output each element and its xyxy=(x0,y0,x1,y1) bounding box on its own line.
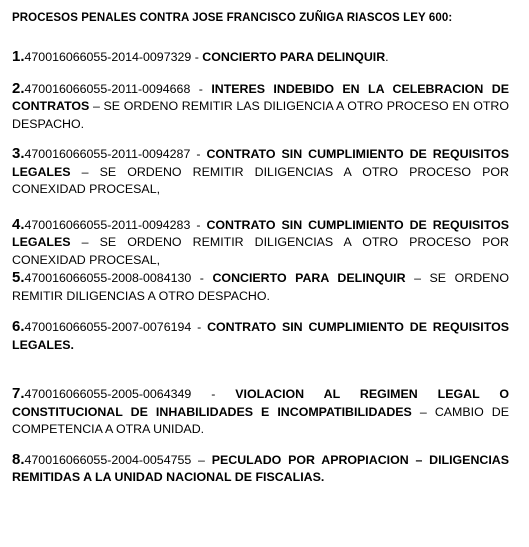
document-page xyxy=(12,10,509,487)
process-number: 1. xyxy=(12,48,25,65)
process-item xyxy=(12,269,509,305)
process-list xyxy=(12,48,509,487)
process-crime: INTERES INDEBIDO EN LA CELEBRACION DE CONTRATOS xyxy=(12,81,510,113)
process-note: – CAMBIO DE COMPETENCIA A OTRA UNIDAD. xyxy=(12,404,509,436)
process-crime: VIOLACION AL REGIMEN LEGAL O CONSTITUCIONAL DE INHABILIDADES E INCOMPATIBILIDADES xyxy=(12,387,509,419)
process-code: 470016066055-2007-0076194 xyxy=(24,320,192,334)
process-note: – SE ORDENO REMITIR DILIGENCIAS A OTRO PROCESO POR CONEXIDAD PROCESAL, xyxy=(12,235,509,267)
process-item xyxy=(12,80,509,134)
process-separator: - xyxy=(190,147,207,161)
process-number: 5. xyxy=(12,269,25,286)
process-code: 470016066055-2004-0054755 xyxy=(24,452,192,467)
process-item xyxy=(12,385,509,439)
process-separator: - xyxy=(190,81,212,96)
process-item xyxy=(12,216,509,270)
process-separator: - xyxy=(191,387,236,401)
process-crime: CONCIERTO PARA DELINQUIR xyxy=(202,50,386,64)
process-number: 8. xyxy=(12,450,25,468)
process-note: . xyxy=(385,50,389,64)
process-item xyxy=(12,318,509,354)
process-code: 470016066055-2014-0097329 xyxy=(24,50,192,64)
process-code: 470016066055-2011-0094668 xyxy=(24,81,191,96)
process-crime: CONTRATO SIN CUMPLIMIENTO DE REQUISITOS LEGALES xyxy=(12,147,509,179)
process-number: 6. xyxy=(12,318,25,335)
process-number: 4. xyxy=(12,215,25,233)
process-crime: CONTRATO SIN CUMPLIMIENTO DE REQUISITOS LEGALES xyxy=(12,217,509,249)
process-code: 470016066055-2011-0094287 xyxy=(24,147,191,161)
document-heading: PROCESOS PENALES CONTRA JOSE FRANCISCO ZUÑIGA RIASCOS LEY 600: xyxy=(12,12,453,24)
process-note: – SE ORDENO REMITIR LAS DILIGENCIA A OTRO PROCESO EN OTRO DESPACHO. xyxy=(12,99,509,131)
process-note: – SE ORDENO REMITIR DILIGENCIAS A OTRO PROCESO POR CONEXIDAD PROCESAL, xyxy=(12,164,509,196)
process-code: 470016066055-2008-0084130 xyxy=(24,271,192,285)
process-separator: - xyxy=(191,50,203,64)
process-number: 7. xyxy=(12,385,25,402)
process-number: 2. xyxy=(12,79,25,97)
process-crime: PECULADO POR APROPIACION – DILIGENCIAS REMITIDAS A LA UNIDAD NACIONAL DE FISCALIAS. xyxy=(12,452,510,484)
process-number: 3. xyxy=(12,145,25,162)
process-crime: CONCIERTO PARA DELINQUIR xyxy=(212,271,406,285)
process-separator: - xyxy=(191,271,213,285)
process-code: 470016066055-2005-0064349 xyxy=(24,387,192,401)
process-separator: - xyxy=(190,217,207,232)
process-separator: – xyxy=(191,452,212,467)
process-note: – SE ORDENO REMITIR DILIGENCIAS A OTRO DESPACHO. xyxy=(12,271,509,303)
process-separator: - xyxy=(191,320,208,334)
process-code: 470016066055-2011-0094283 xyxy=(24,217,191,232)
process-crime: CONTRATO SIN CUMPLIMIENTO DE REQUISITOS LEGALES. xyxy=(12,320,509,352)
process-item xyxy=(12,48,509,67)
process-item xyxy=(12,145,509,199)
process-item xyxy=(12,451,509,487)
